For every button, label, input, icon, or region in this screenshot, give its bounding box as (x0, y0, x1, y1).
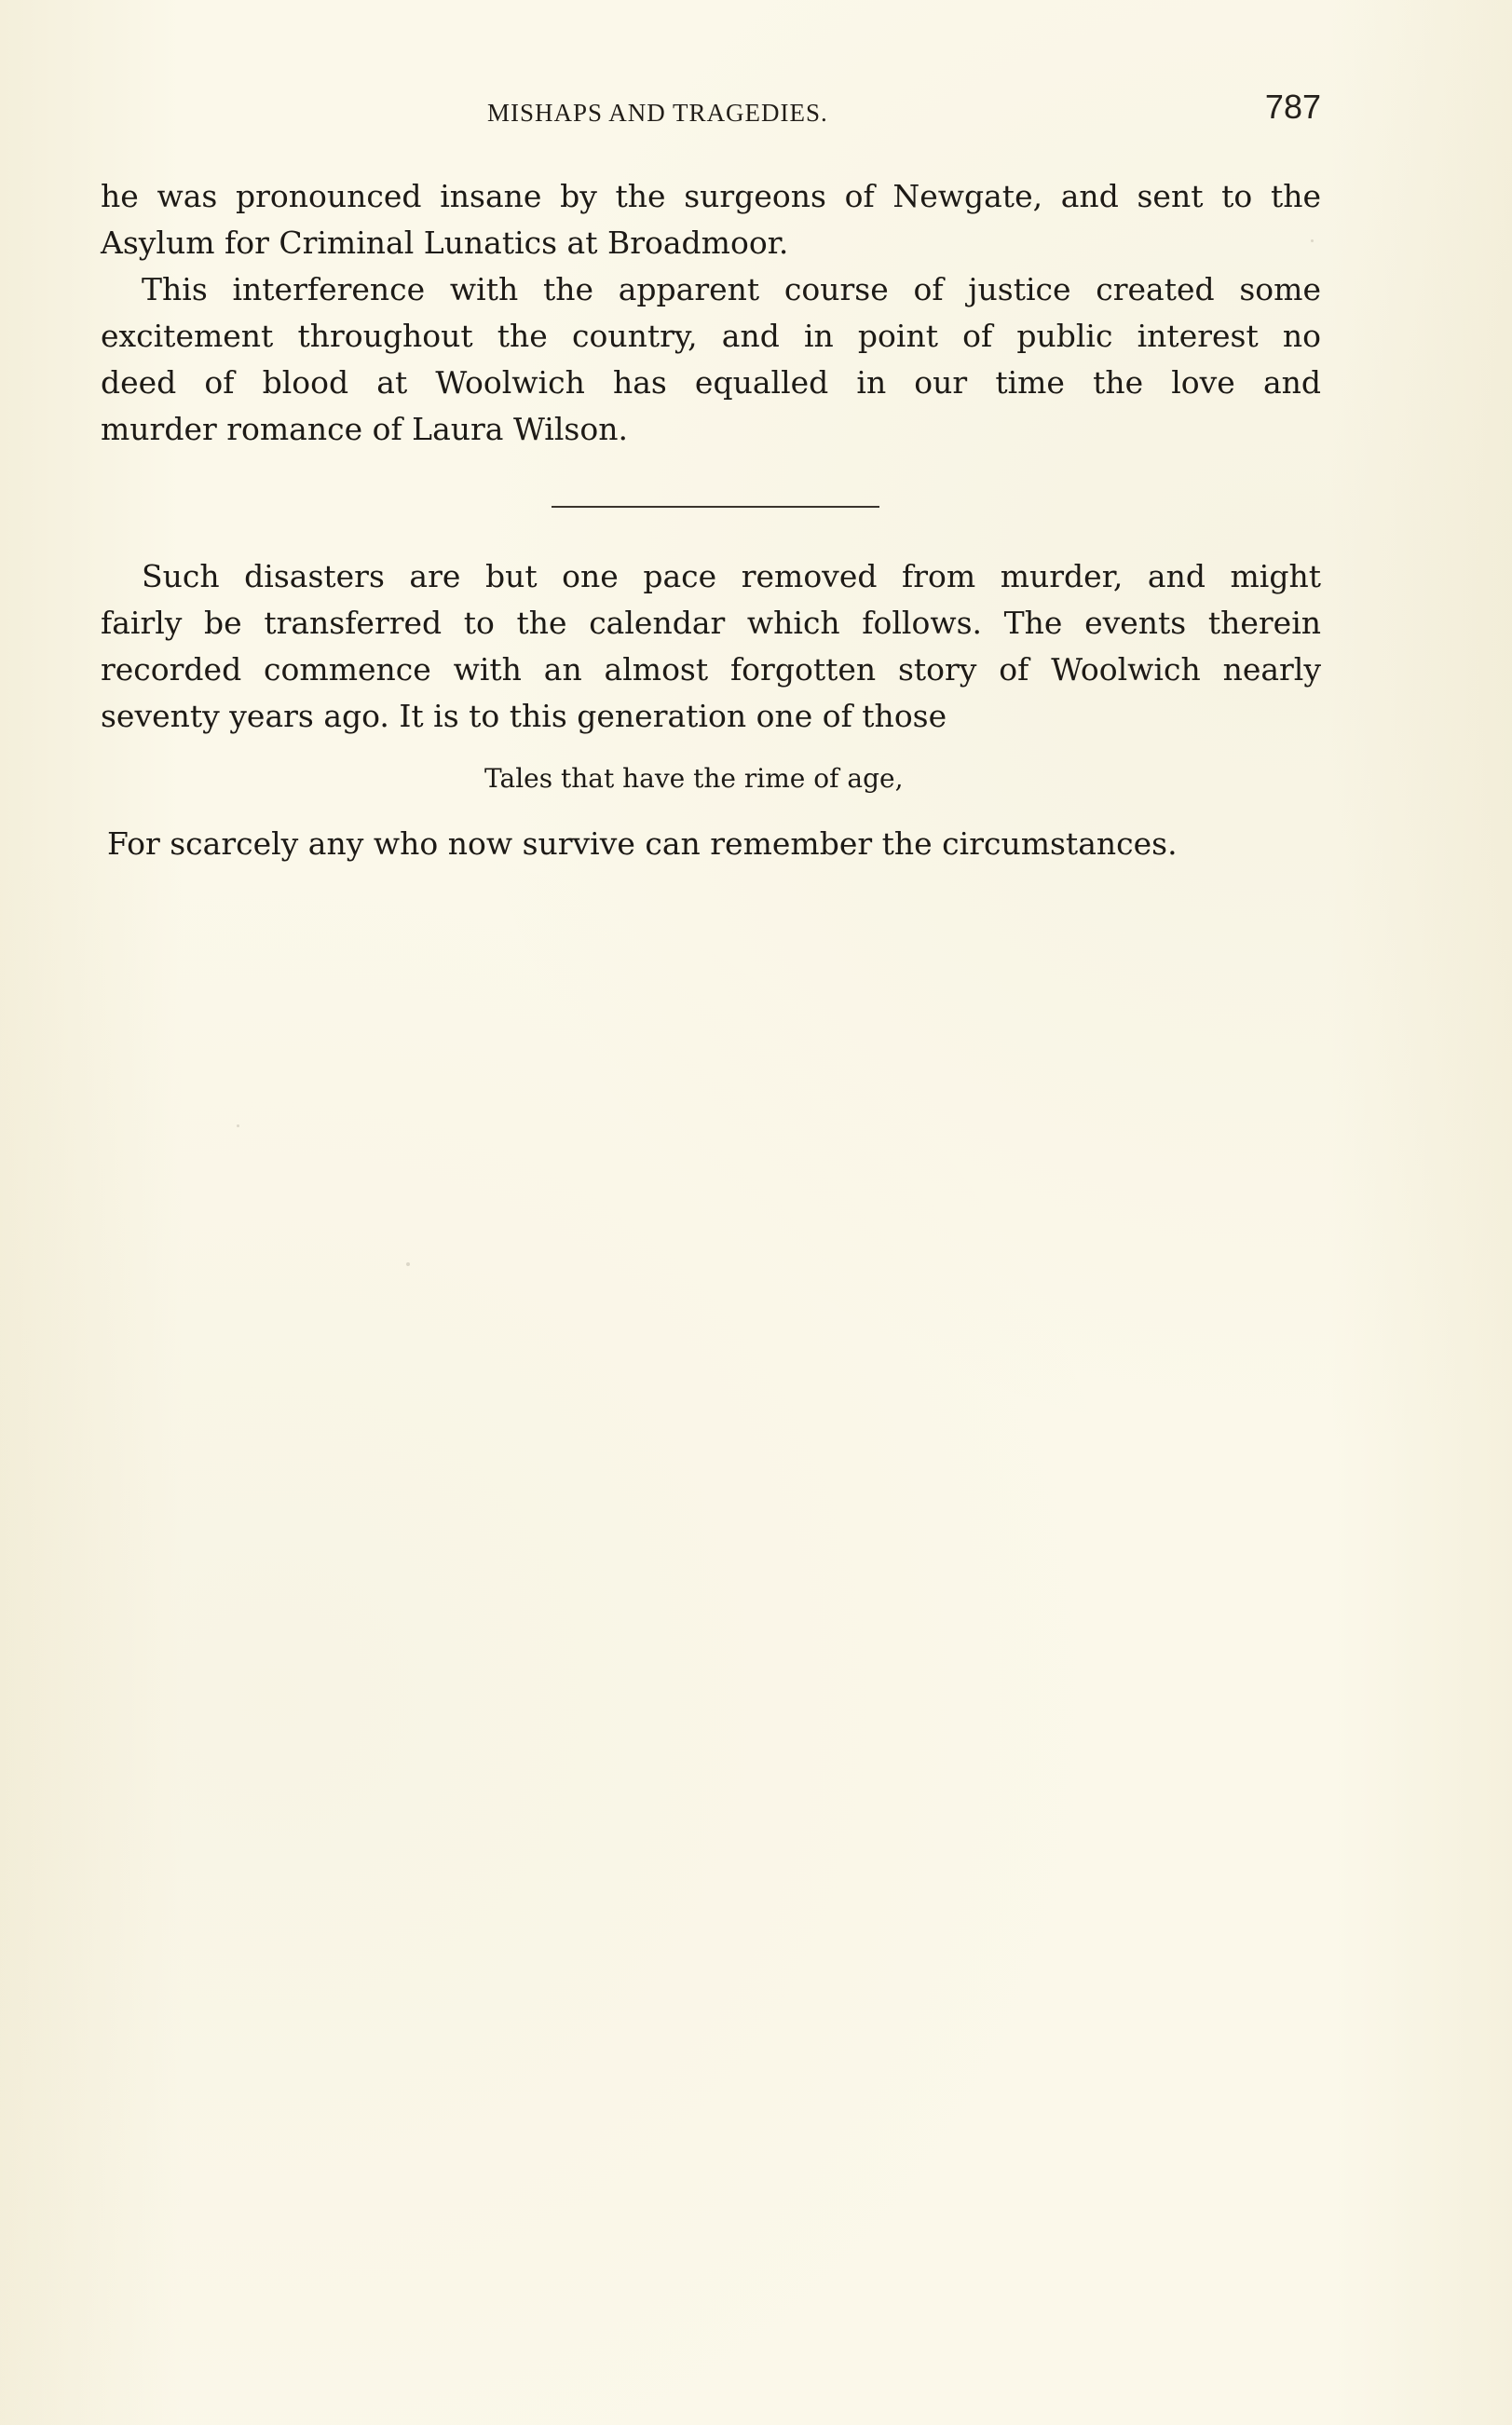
paragraph-line: seventy years ago. It is to this generation one of those (101, 698, 947, 734)
paragraph-line: he was pronounced insane by the surgeons of Newgate, and sent to the (101, 178, 1321, 214)
page-number: 787 (1264, 88, 1321, 126)
paragraph-line: Such disasters are but one pace removed from murder, and might (142, 558, 1321, 594)
page-header (101, 88, 1321, 136)
paper-speck (237, 1124, 239, 1127)
paragraph-line: deed of blood at Woolwich has equalled in our time the love and (101, 364, 1321, 401)
paragraph-line: fairly be transferred to the calendar which follows. The events therein (101, 605, 1321, 641)
paragraph-line: Asylum for Criminal Lunatics at Broadmoor. (101, 225, 789, 261)
paper-speck (406, 1262, 410, 1266)
lower-text-block (101, 553, 1321, 740)
upper-text-block (101, 173, 1321, 453)
final-text-line: For scarcely any who now survive can remember the circumstances. (107, 825, 1178, 862)
running-head: MISHAPS AND TRAGEDIES. (487, 99, 828, 127)
section-separator (552, 506, 879, 508)
paragraph-line: This interference with the apparent course of justice created some (142, 271, 1321, 307)
paragraph-line: excitement throughout the country, and in point of public interest no (101, 318, 1321, 354)
paragraph-line: recorded commence with an almost forgotten story of Woolwich nearly (101, 651, 1321, 688)
paper-speck (1311, 239, 1314, 242)
quoted-line: Tales that have the rime of age, (484, 763, 904, 794)
paragraph-line: murder romance of Laura Wilson. (101, 411, 628, 447)
